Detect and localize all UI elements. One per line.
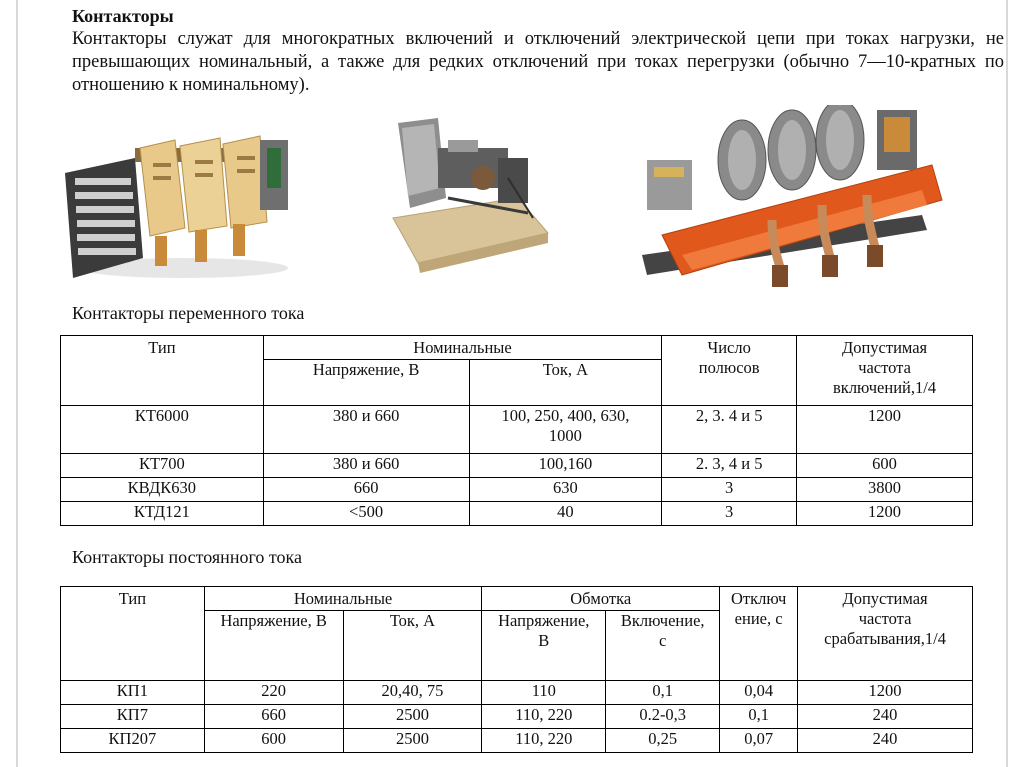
table-cell: 660: [204, 705, 343, 729]
dc-header-winding-on: Включение, с: [606, 611, 720, 681]
table-cell: КП207: [61, 729, 205, 753]
table-cell: 240: [798, 705, 973, 729]
table-cell: 630: [469, 478, 662, 502]
intro-paragraph: Контакторы служат для многократных включений и отключений электрической цепи при токах нагрузки, не превышающих номинальный, а также для редких отключений при токах перегрузки (обычно 7—10-кратных по отношению к номинальному).: [72, 29, 1004, 95]
table-cell: 0,25: [606, 729, 720, 753]
table-row: [61, 502, 973, 526]
ac-header-current: Ток, А: [469, 360, 662, 406]
dc-section-title: Контакторы постоянного тока: [72, 547, 302, 567]
table-cell: 3: [662, 478, 797, 502]
table-cell: 660: [263, 478, 469, 502]
table-row: [61, 681, 973, 705]
ac-header-frequency: Допустимая частота включений,1/4: [797, 336, 973, 406]
table-cell: 2. 3, 4 и 5: [662, 454, 797, 478]
table-cell: 110, 220: [482, 705, 606, 729]
table-cell: КП7: [61, 705, 205, 729]
contactor-photo-2: [388, 118, 553, 276]
table-cell: 0.2-0,3: [606, 705, 720, 729]
dc-header-nominal: Номинальные: [204, 587, 482, 611]
table-cell: 600: [204, 729, 343, 753]
page-heading: Контакторы: [72, 6, 174, 26]
ac-header-voltage: Напряжение, В: [263, 360, 469, 406]
table-cell: 110, 220: [482, 729, 606, 753]
table-cell: <500: [263, 502, 469, 526]
contactor-photo-3: [622, 105, 952, 300]
table-cell: 600: [797, 454, 973, 478]
table-cell: 1200: [797, 502, 973, 526]
table-cell: 2500: [343, 729, 482, 753]
table-cell: 2, 3. 4 и 5: [662, 406, 797, 454]
table-cell: 0,07: [720, 729, 798, 753]
dc-header-winding: Обмотка: [482, 587, 720, 611]
table-cell: 100,160: [469, 454, 662, 478]
table-cell: 1200: [798, 681, 973, 705]
table-cell: КВДК630: [61, 478, 264, 502]
table-cell: КП1: [61, 681, 205, 705]
ac-header-nominal: Номинальные: [263, 336, 662, 360]
ac-section-title: Контакторы переменного тока: [72, 303, 305, 323]
dc-header-winding-voltage: Напряжение, В: [482, 611, 606, 681]
table-cell: 110: [482, 681, 606, 705]
table-cell: 0,1: [720, 705, 798, 729]
table-row: [61, 729, 973, 753]
left-page-edge: [16, 0, 18, 767]
dc-header-frequency: Допустимая частота срабатывания,1/4: [798, 587, 973, 681]
table-cell: 220: [204, 681, 343, 705]
table-cell: 3800: [797, 478, 973, 502]
table-cell: КТД121: [61, 502, 264, 526]
table-cell: 380 и 660: [263, 454, 469, 478]
table-cell: 20,40, 75: [343, 681, 482, 705]
dc-contactors-table: [60, 586, 973, 753]
table-cell: КТ6000: [61, 406, 264, 454]
table-cell: КТ700: [61, 454, 264, 478]
dc-header-off: Отключ ение, с: [720, 587, 798, 681]
table-row: [61, 406, 973, 454]
right-page-edge: [1006, 0, 1008, 767]
table-cell: 1200: [797, 406, 973, 454]
table-cell: 40: [469, 502, 662, 526]
ac-contactors-table: [60, 335, 973, 526]
table-row: [61, 478, 973, 502]
table-row: [61, 705, 973, 729]
table-cell: 240: [798, 729, 973, 753]
table-cell: 100, 250, 400, 630, 1000: [469, 406, 662, 454]
table-cell: 0,04: [720, 681, 798, 705]
dc-header-type: Тип: [61, 587, 205, 681]
dc-header-voltage: Напряжение, В: [204, 611, 343, 681]
ac-header-type: Тип: [61, 336, 264, 406]
dc-header-current: Ток, А: [343, 611, 482, 681]
table-cell: 380 и 660: [263, 406, 469, 454]
table-row: [61, 454, 973, 478]
table-cell: 2500: [343, 705, 482, 729]
ac-header-poles: Число полюсов: [662, 336, 797, 406]
table-cell: 3: [662, 502, 797, 526]
contactor-photo-1: [55, 118, 305, 283]
table-cell: 0,1: [606, 681, 720, 705]
